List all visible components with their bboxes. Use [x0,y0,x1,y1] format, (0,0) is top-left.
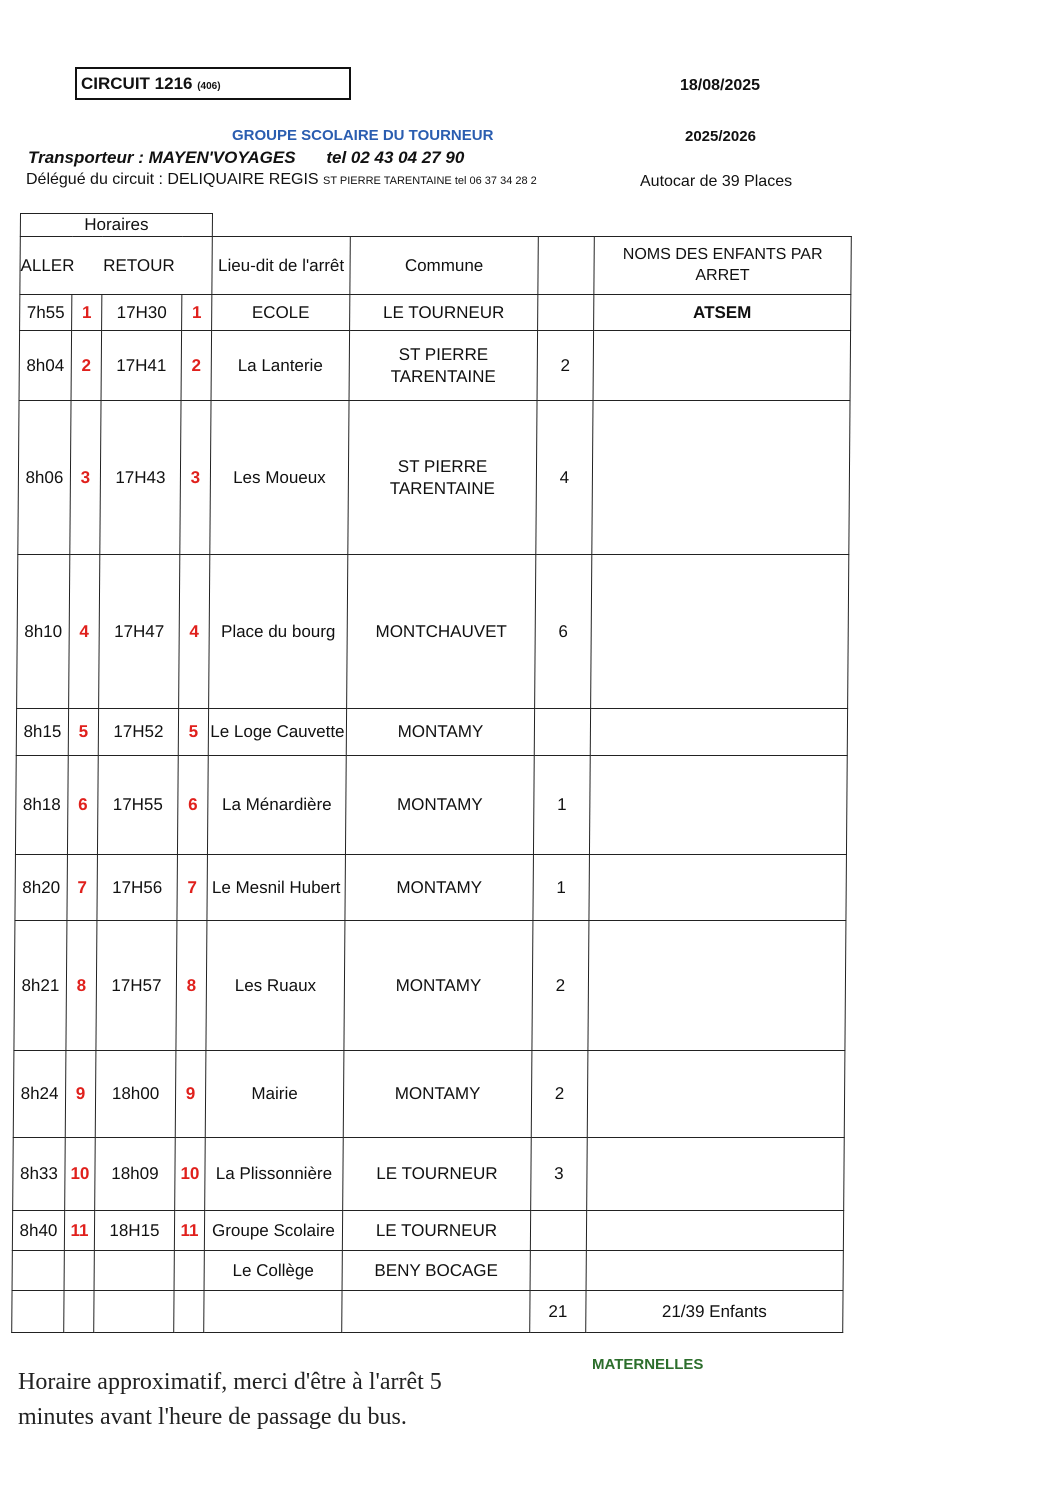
horaires-header: Horaires [20,214,212,237]
children-count: 2 [532,921,589,1051]
total-count: 21 [530,1291,586,1333]
stop-name: Mairie [205,1051,344,1138]
children-names [586,1251,843,1291]
stop-number-aller: 10 [65,1138,96,1211]
children-count: 1 [533,756,590,855]
note-line-1: Horaire approximatif, merci d'être à l'arrêt 5 [18,1369,442,1395]
aller-time: 8h04 [19,331,72,401]
aller-time: 8h40 [12,1211,64,1251]
children-names [589,855,847,921]
children-names [592,401,850,555]
children-names [588,921,846,1051]
maternelles-label: MATERNELLES [592,1356,704,1373]
aller-time: 8h33 [13,1138,66,1211]
school-name: GROUPE SCOLAIRE DU TOURNEUR [232,127,494,144]
total-empty-cell [94,1291,174,1333]
children-names [587,1051,845,1138]
stop-number-aller: 9 [65,1051,96,1138]
commune-name: MONTAMY [343,1051,532,1138]
children-count [534,709,590,756]
stop-number-retour [174,1251,204,1291]
aller-time: 8h24 [13,1051,66,1138]
table-row [19,331,851,401]
aller-time: 8h06 [18,401,71,555]
retour-time: 17H43 [100,401,181,555]
noms-header: NOMS DES ENFANTS PAR ARRET [594,237,851,295]
commune-name: MONTAMY [346,709,534,756]
delegue-label: Délégué du circuit : [26,171,168,188]
children-names [590,709,847,756]
retour-header: RETOUR [103,255,175,275]
children-count [538,295,594,331]
stop-number-retour: 11 [174,1211,204,1251]
retour-time: 17H57 [96,921,177,1051]
transporteur-phone: tel 02 43 04 27 90 [326,148,465,167]
retour-time: 17H56 [97,855,178,921]
circuit-box [75,67,351,100]
stop-number-aller: 3 [70,401,101,555]
children-count: 1 [533,855,590,921]
table-row [15,855,847,921]
total-empty-cell [342,1291,530,1333]
aller-retour-header [20,237,212,295]
children-names [587,1138,845,1211]
stop-number-aller: 2 [71,331,102,401]
table-header-row [20,237,851,295]
stop-name: Le Mesnil Hubert [207,855,346,921]
count-header [538,237,594,295]
stop-number-aller: 1 [72,295,102,331]
stop-number-retour: 1 [182,295,212,331]
retour-time: 17H47 [99,555,180,709]
children-count [530,1251,586,1291]
table-row [12,1251,843,1291]
table-row [15,756,847,855]
table-group-header-row [20,214,851,237]
aller-time: 8h20 [15,855,68,921]
table-row [13,1138,845,1211]
table-row [14,921,846,1051]
children-count: 2 [531,1051,588,1138]
children-names [589,756,847,855]
commune-name: BENY BOCAGE [342,1251,530,1291]
commune-name: ST PIERRE TARENTAINE [348,401,537,555]
commune-name: LE TOURNEUR [350,295,538,331]
aller-time: 7h55 [20,295,72,331]
retour-time: 18h09 [95,1138,176,1211]
stop-number-retour: 10 [175,1138,206,1211]
commune-header: Commune [350,237,538,295]
stop-name: ECOLE [212,295,350,331]
commune-name: MONTAMY [345,756,534,855]
stop-number-aller: 4 [69,555,100,709]
children-count [530,1211,586,1251]
total-empty-cell [12,1291,64,1333]
retour-time: 18h00 [95,1051,176,1138]
stop-number-retour: 6 [177,756,208,855]
table-row [16,709,847,756]
stop-number-aller: 7 [67,855,98,921]
children-names [593,331,851,401]
table-row [17,555,849,709]
stop-name: Le Collège [204,1251,342,1291]
circuit-code: (406) [197,81,221,92]
stop-number-aller: 5 [68,709,98,756]
delegue-detail: ST PIERRE TARENTAINE tel 06 37 34 28 2 [323,175,537,187]
commune-name: MONTCHAUVET [347,555,536,709]
stop-number-retour: 4 [179,555,210,709]
retour-time: 18H15 [94,1211,174,1251]
total-row [12,1291,843,1333]
total-empty-cell [64,1291,94,1333]
commune-name: MONTAMY [345,855,534,921]
transporteur-name: Transporteur : MAYEN'VOYAGES [28,148,296,167]
aller-time [12,1251,64,1291]
retour-time [94,1251,174,1291]
lieu-header: Lieu-dit de l'arrêt [212,237,350,295]
total-empty-cell [204,1291,342,1333]
stop-number-retour: 3 [180,401,211,555]
stop-name: Place du bourg [209,555,348,709]
stop-name: La Lanterie [211,331,350,401]
route-table [11,213,852,1333]
stop-number-retour: 9 [175,1051,206,1138]
retour-time: 17H55 [97,756,178,855]
children-names: ATSEM [594,295,851,331]
stop-number-aller: 6 [67,756,98,855]
commune-name: LE TOURNEUR [343,1138,532,1211]
commune-name: ST PIERRE TARENTAINE [349,331,538,401]
stop-name: Le Loge Cauvette [208,709,346,756]
stop-number-retour: 2 [181,331,212,401]
stop-name: Les Moueux [210,401,349,555]
stop-number-aller [64,1251,94,1291]
schedule-note [18,1365,442,1435]
table-row [18,401,850,555]
stop-number-aller: 11 [64,1211,94,1251]
retour-time: 17H52 [98,709,178,756]
stop-name: La Ménardière [207,756,346,855]
commune-name: LE TOURNEUR [342,1211,530,1251]
stop-name: Les Ruaux [206,921,345,1051]
children-names [586,1211,843,1251]
retour-time: 17H41 [101,331,182,401]
aller-time: 8h21 [14,921,67,1051]
stop-number-retour: 8 [176,921,207,1051]
circuit-label: CIRCUIT 1216 [81,74,193,93]
children-count: 2 [537,331,594,401]
aller-time: 8h18 [15,756,68,855]
aller-time: 8h15 [16,709,68,756]
children-count: 3 [531,1138,588,1211]
stop-number-aller: 8 [66,921,97,1051]
school-year: 2025/2026 [685,128,756,145]
stop-name: La Plissonnière [205,1138,344,1211]
table-row [12,1211,843,1251]
table-row [20,295,851,331]
children-count: 6 [535,555,592,709]
delegue-name: DELIQUAIRE REGIS [167,171,323,188]
total-label: 21/39 Enfants [586,1291,843,1333]
children-count: 4 [536,401,593,555]
retour-time: 17H30 [102,295,182,331]
commune-name: MONTAMY [344,921,533,1051]
stop-number-retour: 7 [177,855,208,921]
delegue-line [26,171,598,189]
children-names [591,555,849,709]
aller-time: 8h10 [17,555,70,709]
transporteur-line [28,148,464,168]
table-row [13,1051,845,1138]
total-empty-cell [174,1291,204,1333]
stop-name: Groupe Scolaire [204,1211,342,1251]
stop-number-retour: 5 [178,709,208,756]
document-date: 18/08/2025 [680,77,761,94]
note-line-2: minutes avant l'heure de passage du bus. [18,1404,407,1430]
autocar-capacity: Autocar de 39 Places [640,173,793,190]
aller-header: ALLER [20,255,75,275]
